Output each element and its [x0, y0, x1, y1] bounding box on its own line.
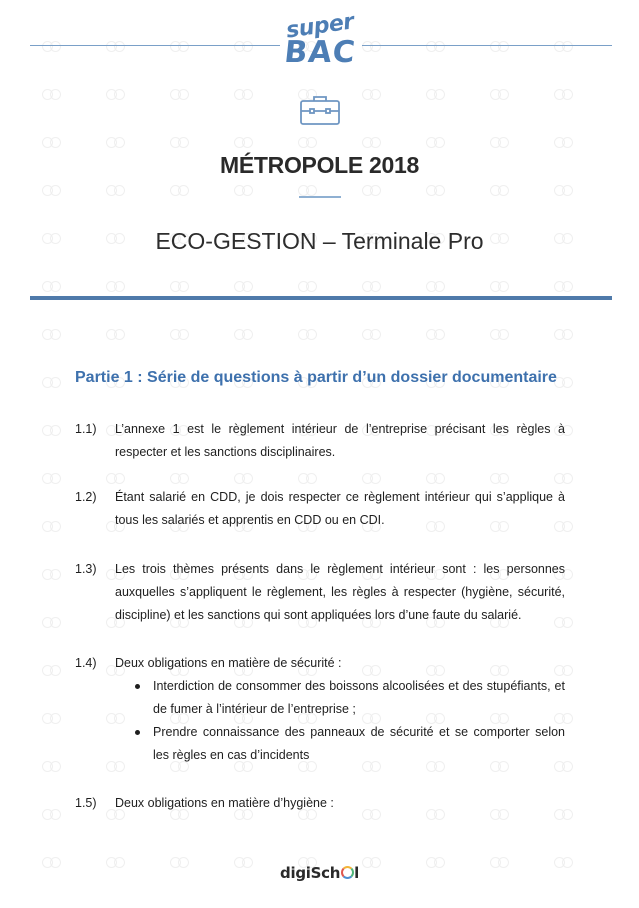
question-text: Deux obligations en matière de sécurité : [115, 656, 342, 670]
watermark-icon [234, 136, 256, 148]
watermark-icon [170, 472, 192, 484]
question-1-4 [75, 652, 565, 767]
watermark-icon [42, 328, 64, 340]
list-item-text: Interdiction de consommer des boissons alcoolisées et des stupéfiants, et de fumer à l’intérieur de l’entreprise ; [153, 679, 565, 716]
watermark-icon [234, 40, 256, 52]
watermark-icon [490, 136, 512, 148]
watermark-icon [426, 184, 448, 196]
list-item [135, 721, 565, 767]
watermark-icon [42, 376, 64, 388]
watermark-icon [298, 328, 320, 340]
watermark-icon [362, 280, 384, 292]
watermark-icon [106, 472, 128, 484]
watermark-icon [490, 472, 512, 484]
question-number: 1.1) [75, 422, 97, 436]
watermark-icon [42, 88, 64, 100]
watermark-icon [362, 472, 384, 484]
watermark-icon [554, 376, 576, 388]
watermark-icon [554, 40, 576, 52]
watermark-icon [106, 280, 128, 292]
header-line-right [362, 45, 612, 46]
watermark-icon [42, 808, 64, 820]
watermark-icon [42, 424, 64, 436]
question-1-2 [75, 486, 565, 532]
watermark-icon [42, 280, 64, 292]
watermark-icon [490, 88, 512, 100]
superbac-logo [282, 10, 358, 78]
logo-super-text: super [284, 9, 356, 44]
footer-brand-pre: digiSch [280, 864, 341, 882]
watermark-icon [170, 136, 192, 148]
watermark-icon [426, 280, 448, 292]
logo-ring-icon [341, 866, 354, 879]
watermark-icon [426, 88, 448, 100]
watermark-icon [298, 472, 320, 484]
watermark-icon [362, 136, 384, 148]
watermark-icon [170, 280, 192, 292]
watermark-icon [42, 664, 64, 676]
watermark-icon [42, 472, 64, 484]
watermark-icon [42, 616, 64, 628]
watermark-icon [42, 712, 64, 724]
watermark-icon [554, 328, 576, 340]
watermark-icon [170, 328, 192, 340]
watermark-icon [426, 136, 448, 148]
watermark-icon [554, 472, 576, 484]
watermark-icon [490, 184, 512, 196]
watermark-icon [234, 472, 256, 484]
watermark-icon [42, 568, 64, 580]
watermark-icon [234, 328, 256, 340]
watermark-icon [490, 40, 512, 52]
watermark-icon [490, 328, 512, 340]
watermark-icon [106, 88, 128, 100]
section-heading: Partie 1 : Série de questions à partir d’un dossier documentaire [75, 369, 557, 386]
watermark-icon [42, 760, 64, 772]
question-text: Les trois thèmes présents dans le règlement intérieur sont : les personnes auxquelles s’appliquent le règlement, les règles à respecter (hygiène, sécurité, discipline) et les sanctions qui sont appliquées lors d’une faute du salarié. [115, 562, 565, 622]
watermark-icon [234, 184, 256, 196]
watermark-icon [42, 520, 64, 532]
header-line-left [30, 45, 280, 46]
watermark-icon [554, 88, 576, 100]
watermark-icon [42, 40, 64, 52]
watermark-icon [106, 136, 128, 148]
watermark-icon [234, 88, 256, 100]
watermark-icon [490, 280, 512, 292]
watermark-icon [106, 184, 128, 196]
question-1-1 [75, 418, 565, 464]
bullet-icon [135, 684, 140, 689]
header-divider [30, 296, 612, 300]
watermark-icon [42, 136, 64, 148]
page-subtitle: ECO-GESTION – Terminale Pro [155, 228, 484, 254]
briefcase-icon [299, 94, 341, 126]
watermark-icon [426, 328, 448, 340]
list-item [135, 675, 565, 721]
watermark-icon [170, 184, 192, 196]
watermark-icon [298, 184, 320, 196]
question-1-3 [75, 558, 565, 627]
bullet-icon [135, 730, 140, 735]
watermark-icon [106, 40, 128, 52]
question-number: 1.3) [75, 562, 97, 576]
watermark-icon [42, 184, 64, 196]
question-1-5 [75, 792, 565, 815]
watermark-icon [362, 88, 384, 100]
watermark-icon [298, 136, 320, 148]
watermark-icon [554, 280, 576, 292]
question-text: Deux obligations en matière d’hygiène : [115, 796, 334, 810]
digischool-logo [0, 864, 639, 882]
watermark-icon [362, 184, 384, 196]
watermark-icon [554, 184, 576, 196]
watermark-icon [362, 40, 384, 52]
watermark-icon [554, 136, 576, 148]
page-title: MÉTROPOLE 2018 [219, 152, 420, 178]
question-number: 1.4) [75, 656, 97, 670]
logo-bac-text: BAC [282, 35, 358, 70]
watermark-icon [426, 472, 448, 484]
watermark-icon [106, 328, 128, 340]
watermark-icon [170, 88, 192, 100]
bullet-list [135, 675, 565, 767]
list-item-text: Prendre connaissance des panneaux de sécurité et se comporter selon les règles en cas d’incidents [153, 725, 565, 762]
question-number: 1.2) [75, 490, 97, 504]
watermark-icon [170, 40, 192, 52]
watermark-icon [234, 280, 256, 292]
question-text: L’annexe 1 est le règlement intérieur de l’entreprise précisant les règles à respecter et les sanctions disciplinaires. [115, 422, 565, 459]
watermark-icon [298, 280, 320, 292]
title-divider [299, 196, 341, 198]
footer-brand-post: l [354, 864, 359, 882]
watermark-icon [426, 40, 448, 52]
watermark-icon [362, 328, 384, 340]
question-text: Étant salarié en CDD, je dois respecter ce règlement intérieur qui s’applique à tous les salariés et apprentis en CDD ou en CDI. [115, 490, 565, 527]
question-number: 1.5) [75, 796, 97, 810]
